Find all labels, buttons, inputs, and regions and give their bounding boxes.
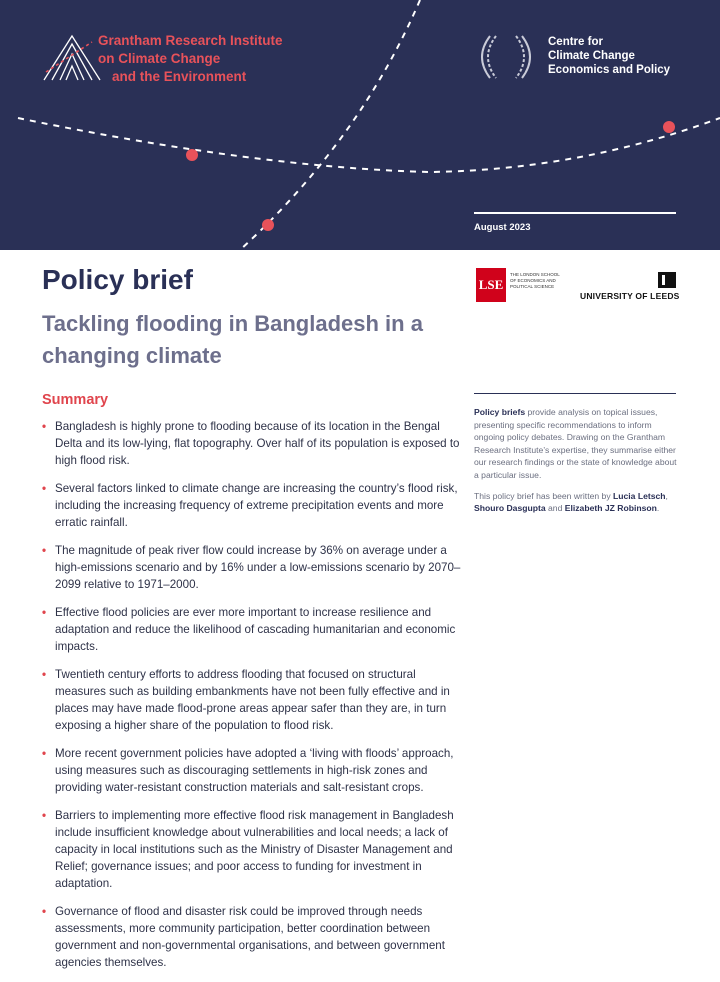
lse-name-line: POLITICAL SCIENCE	[510, 284, 555, 289]
lse-name	[510, 272, 560, 290]
summary-bullet: • The magnitude of peak river flow could increase by 36% on average under a high-emissions scenario and by 16% under a low-emissions scenario by 2070–2099 relative to 1971–2000.	[42, 542, 462, 593]
sidebar-intro	[474, 406, 678, 482]
cccep-logo-icon	[474, 32, 538, 82]
lse-logo-icon: LSE	[476, 268, 506, 302]
cccep-name-line: Centre for	[548, 36, 603, 48]
cccep-name-line: Climate Change	[548, 50, 635, 62]
leeds-name: UNIVERSITY OF LEEDS	[580, 291, 680, 301]
author-name: Shouro Dasgupta	[474, 503, 546, 514]
sidebar-intro-bold: Policy briefs	[474, 407, 526, 417]
author-separator: and	[545, 503, 565, 514]
summary-bullet: • Twentieth century efforts to address flooding that focused on structural measures such as building embankments have not been fully effective and in places may have made flood-prone areas appear safer than they are, in turn exposing a higher share of the population to flood risk.	[42, 666, 462, 734]
grantham-institute-name	[98, 32, 283, 86]
document-title: Tackling flooding in Bangladesh in a changing climate	[42, 311, 423, 368]
sidebar-divider	[474, 393, 676, 394]
document-type: Policy brief	[42, 264, 193, 295]
gri-name-line: on Climate Change	[98, 51, 221, 66]
lse-name-line: THE LONDON SCHOOL	[510, 272, 560, 277]
author-separator: ,	[665, 490, 668, 501]
summary-bullet: • Barriers to implementing more effective flood risk management in Bangladesh include insufficient knowledge about vulnerabilities and local needs; a lack of capacity in local institutions such as the Ministry of Disaster Management and Relief; governance issues; and poor access to funding for investment in adaptation.	[42, 807, 462, 892]
date-divider	[474, 212, 676, 214]
header-band	[0, 0, 720, 250]
leeds-logo-icon	[658, 272, 676, 288]
accent-dot	[663, 121, 675, 133]
sidebar-intro-text: provide analysis on topical issues, presenting specific recommendations to inform ongoing policy debates. Drawing on the Grantham Research Institute’s expertise, they summarise either our research findings or the state of knowledge about a particular issue.	[474, 407, 677, 480]
cccep-name-line: Economics and Policy	[548, 64, 671, 76]
summary-list	[42, 418, 462, 982]
gri-name-line: and the Environment	[112, 69, 247, 84]
authors-lead: This policy brief has been written by	[474, 490, 613, 501]
summary-heading: Summary	[42, 392, 109, 408]
summary-bullet: • More recent government policies have adopted a ‘living with floods’ approach, using measures such as discouraging settlements in high-risk zones and providing water-resistant construction materials and salt-resistant crops.	[42, 745, 462, 796]
accent-dot	[262, 219, 274, 231]
summary-bullet: • Effective flood policies are ever more important to increase resilience and adaptation and reduce the likelihood of cascading humanitarian and economic impacts.	[42, 604, 462, 655]
accent-dot	[186, 149, 198, 161]
publication-date: August 2023	[474, 222, 531, 233]
author-name: Elizabeth JZ Robinson	[564, 503, 657, 514]
cccep-name	[548, 35, 670, 77]
sidebar	[474, 406, 678, 523]
author-name: Lucia Letsch	[613, 490, 666, 501]
lse-name-line: OF ECONOMICS AND	[510, 278, 556, 283]
sidebar-authors	[474, 490, 678, 515]
author-separator: .	[656, 503, 660, 514]
summary-bullet: • Several factors linked to climate change are increasing the country’s flood risk, including the increasing frequency of extreme precipitation events and more erratic rainfall.	[42, 480, 462, 531]
gri-name-line: Grantham Research Institute	[98, 33, 283, 48]
summary-bullet: • Bangladesh is highly prone to flooding because of its location in the Bengal Delta and its low-lying, flat topography. Over half of its population is exposed to high flood risk.	[42, 418, 462, 469]
summary-bullet: • Governance of flood and disaster risk could be improved through needs assessments, more community participation, better coordination between government and non-governmental organisations, and between government agencies themselves.	[42, 903, 462, 971]
